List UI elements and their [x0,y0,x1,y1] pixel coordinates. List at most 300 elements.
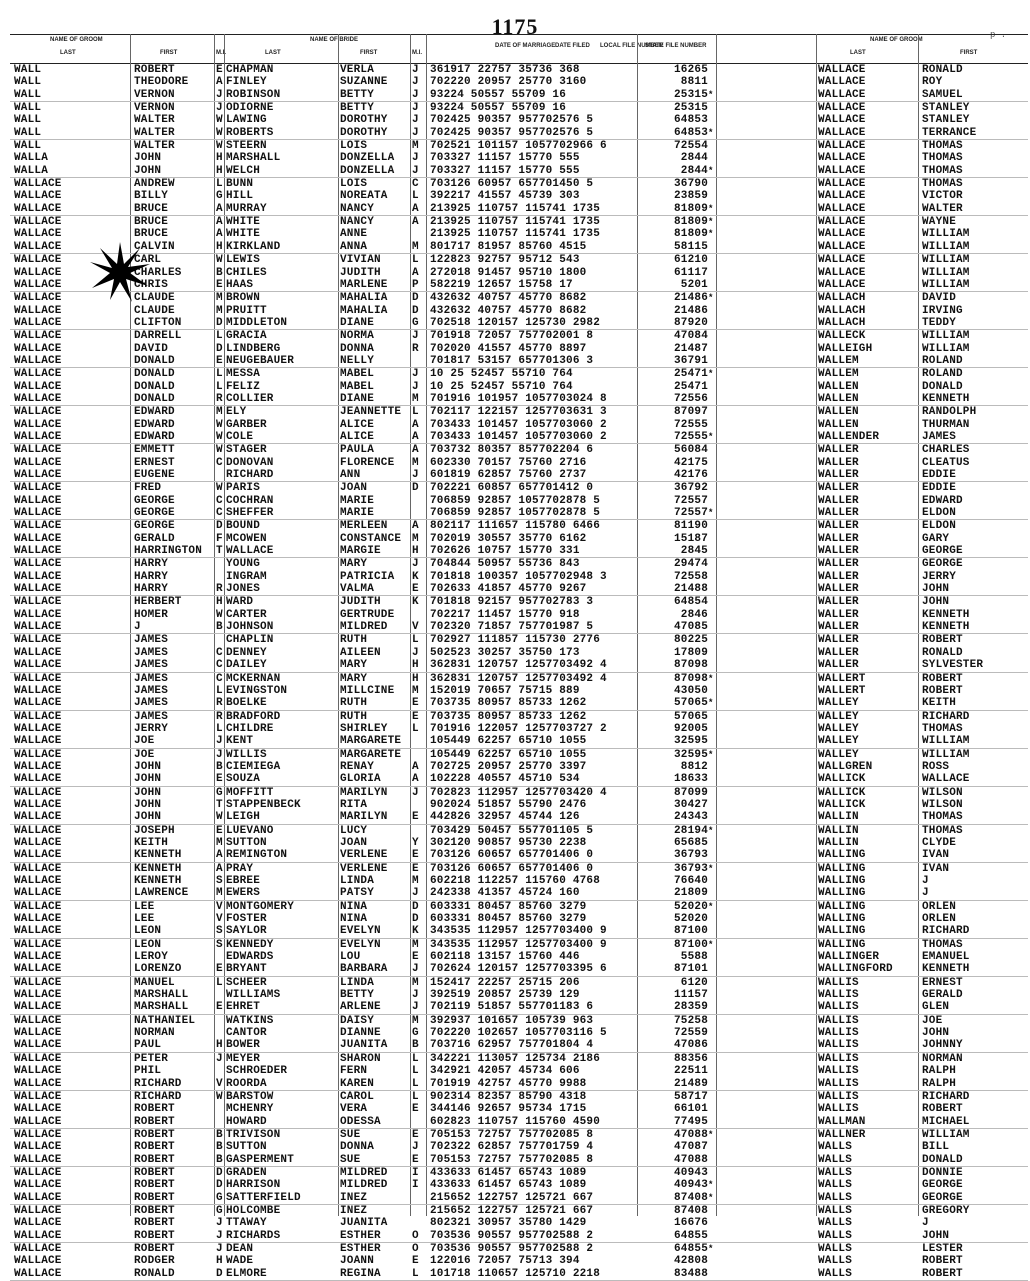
groom-first-name: DARRELL [134,330,182,343]
groom-last-name: WALLACE [14,216,62,229]
date-and-local-file-number: 702927 111857 115730 2776 [430,634,601,647]
table-row [10,901,1028,913]
groom-last-name: WALLACE [14,342,62,355]
right-groom-first-name: ORLEN [922,913,957,926]
groom-last-name: WALLACE [14,254,62,267]
bride-first-name: LINDA [340,875,375,887]
groom-last-name: WALLACE [14,938,62,951]
bride-first-name: MAHALIA [340,304,388,317]
right-groom-first-name: RANDOLPH [922,406,977,419]
groom-last-name: WALLACE [14,951,62,964]
groom-middle-initial: B [216,1141,223,1154]
right-groom-first-name: CHARLES [922,444,970,457]
groom-last-name: WALLACE [14,380,62,393]
groom-first-name: JOHN [134,760,162,773]
groom-last-name: WALLACE [14,1255,62,1268]
table-row [10,1078,1028,1091]
state-file-number: 32595 [673,748,708,761]
groom-first-name: GEORGE [134,494,175,507]
groom-last-name: WALLACE [14,989,62,1002]
cross-reference-mark: * [708,1180,714,1191]
table-row [10,659,1028,672]
groom-first-header: FIRST [160,50,178,56]
bride-first-name: DIANE [340,316,375,329]
cross-reference-mark: * [708,127,714,138]
table-row [10,951,1028,963]
bride-first-name: VERLENE [340,862,388,875]
groom-last-name: WALLACE [14,596,62,609]
date-and-local-file-number: 105449 62257 65710 1055 [430,748,587,761]
state-file-number: 61210 [673,254,708,267]
right-groom-last-name: WALLACE [818,178,866,191]
right-groom-first-name: THOMAS [922,824,963,837]
right-groom-first-name: SAMUEL [922,88,963,101]
cross-reference-mark: * [708,673,714,684]
bride-first-name: VERLA [340,64,375,76]
bride-middle-initial: E [412,710,419,723]
bride-first-name: CONSTANCE [340,532,402,545]
state-file-number: 32595 [673,735,708,748]
groom-last-name: WALL [14,64,42,76]
groom-first-name: MANUEL [134,976,175,989]
groom-middle-initial: W [216,140,223,153]
right-groom-first-name: WILSON [922,786,963,799]
bride-last-name: MCKERNAN [226,672,281,685]
groom-middle-initial: S [216,925,223,938]
right-groom-last-name: WALLER [818,583,859,596]
groom-first-name: HOMER [134,608,169,621]
state-file-number: 15187 [673,532,708,545]
groom-last-name: WALL [14,140,42,153]
date-and-local-file-number: 302120 90857 95730 2238 [430,836,587,849]
table-row [10,393,1028,406]
right-groom-first-name: WALTER [922,202,963,215]
bride-first-name: MARY [340,672,368,685]
groom-last-name: WALLACE [14,418,62,431]
groom-last-name: WALLACE [14,1128,62,1141]
groom-middle-initial: B [216,760,223,773]
bride-last-name: SATTERFIELD [226,1191,301,1204]
state-file-number: 21809 [673,887,708,900]
date-and-local-file-number: 215652 122757 125721 667 [430,1191,594,1204]
table-row [10,596,1028,608]
right-groom-first-name: GEORGE [922,558,963,571]
groom-last-name: WALLACE [14,836,62,849]
groom-first-name: HARRY [134,570,169,583]
groom-first-name: THEODORE [134,76,189,89]
bride-last-name: BROWN [226,292,261,305]
groom-middle-initial: M [216,406,223,419]
date-and-local-file-number: 392217 41557 45739 303 [430,190,580,203]
bride-first-name: DONNA [340,342,375,355]
right-groom-last-name: WALLER [818,596,859,609]
bride-middle-initial: A [412,216,419,229]
groom-first-name: EMMETT [134,444,175,457]
bride-last-name: WILLIAMS [226,989,281,1002]
state-file-number: 40943 [673,1179,708,1192]
groom-last-name: WALLACE [14,1191,62,1204]
bride-first-name: PATSY [340,887,375,900]
right-groom-first-name: ELDON [922,507,957,520]
bride-middle-initial: J [412,126,419,139]
right-groom-first-name: IRVING [922,304,963,317]
table-row [10,495,1028,507]
bride-first-name: LUCY [340,824,368,837]
state-file-number: 58115 [673,240,708,253]
groom-first-name: CHRIS [134,278,169,291]
bride-first-name: MABEL [340,368,375,381]
bride-last-name: SUTTON [226,836,267,849]
right-groom-first-name: EMANUEL [922,951,970,964]
right-groom-last-name: WALLERT [818,684,866,697]
bride-first-name: ANN [340,469,361,481]
table-row [10,419,1028,431]
state-file-number: 66101 [673,1103,708,1116]
date-and-local-file-number: 702626 10757 15770 331 [430,545,580,558]
cross-reference-mark: * [708,749,714,760]
bride-last-name: STEERN [226,140,267,153]
groom-last-name: WALLA [14,164,49,177]
date-and-local-file-number: 582219 12657 15758 17 [430,278,573,291]
groom-first-name: VERNON [134,88,175,101]
state-file-number: 64853 [673,114,708,127]
groom-middle-initial: H [216,240,223,253]
bride-last-name: LEIGH [226,811,261,824]
right-groom-first-name: SYLVESTER [922,659,984,672]
bride-last-name: WHITE [226,216,261,229]
groom-middle-initial: E [216,278,223,291]
right-groom-last-name: WALLIS [818,1052,859,1065]
right-groom-last-name: WALLERT [818,672,866,685]
table-row [10,634,1028,646]
right-groom-last-name: WALLING [818,862,866,875]
date-and-local-file-number: 603331 80457 85760 3279 [430,900,587,913]
right-groom-last-name: WALLIN [818,824,859,837]
table-row [10,203,1028,216]
groom-first-name: HARRY [134,558,169,571]
groom-first-name: DONALD [134,354,175,367]
groom-middle-initial: A [216,228,223,241]
bride-last-name: MARSHALL [226,152,281,165]
state-file-number: 17809 [673,646,708,659]
bride-first-name: NANCY [340,216,375,229]
state-file-number: 75258 [673,1014,708,1027]
bride-last-name: EWERS [226,887,261,900]
state-file-number: 72554 [673,140,708,153]
table-row [10,1103,1028,1115]
date-and-local-file-number: 10 25 52457 55710 764 [430,368,573,381]
date-and-local-file-number: 802321 30957 35780 1429 [430,1217,587,1230]
state-file-number: 87101 [673,963,708,976]
groom-middle-initial: L [216,178,223,191]
groom-last-name: WALLACE [14,659,62,672]
groom-first-name: WALTER [134,140,175,153]
bride-last-name: GASPERMENT [226,1153,295,1166]
groom-first-name: ROBERT [134,1204,175,1217]
groom-last-name: WALLACE [14,520,62,533]
date-and-local-file-number: 442826 32957 45744 126 [430,811,580,824]
groom-middle-initial: V [216,913,223,926]
date-and-local-file-number: 152019 70657 75715 889 [430,684,580,697]
right-groom-first-name: GERALD [922,989,963,1002]
right-groom-last-name: WALLEY [818,735,859,748]
table-row [10,431,1028,444]
bride-last-name: WALLACE [226,545,274,558]
state-file-number: 47084 [673,330,708,343]
bride-middle-initial: D [412,304,419,317]
state-file-number: 92005 [673,722,708,735]
bride-first-name: NANCY [340,202,375,215]
groom-last-name: WALLACE [14,710,62,723]
groom-first-name: MARSHALL [134,989,189,1002]
bride-middle-initial: J [412,152,419,165]
bride-last-name: SOUZA [226,773,261,786]
state-file-number-header: STATE FILE NUMBER [645,43,707,49]
right-groom-first-name: ORLEN [922,900,957,913]
right-groom-first-name: JOHN [922,1229,950,1242]
state-file-number: 81809 [673,202,708,215]
groom-last-name: WALLACE [14,558,62,571]
bride-last-name: RICHARDS [226,1229,281,1242]
table-row [10,444,1028,456]
right-groom-first-name: WILLIAM [922,1128,970,1141]
bride-last-name: HAAS [226,278,254,291]
bride-first-name: JUDITH [340,596,381,609]
page-number: 1175 [491,14,539,39]
bride-last-name: BRADFORD [226,710,281,723]
bride-first-name: FLORENCE [340,456,395,469]
state-file-number: 52020 [673,913,708,926]
state-file-number: 23859 [673,190,708,203]
bride-last-name: WATKINS [226,1014,274,1027]
right-groom-first-name: STANLEY [922,102,970,115]
groom-last-name: WALLACE [14,1267,62,1280]
right-groom-last-name: WALLER [818,507,859,520]
date-and-local-file-number: 703735 80957 85733 1262 [430,697,587,710]
groom-first-name: JAMES [134,684,169,697]
right-groom-last-name: WALLACE [818,216,866,229]
right-groom-first-name: RONALD [922,64,963,76]
date-and-local-file-number: 213925 110757 115741 1735 [430,228,601,241]
right-groom-last-name: WALLS [818,1166,853,1179]
groom-first-name: ROBERT [134,1166,175,1179]
right-groom-last-name: WALLING [818,900,866,913]
bride-first-name: DAISY [340,1014,375,1027]
right-groom-last-name: WALLEN [818,406,859,419]
date-and-local-file-number: 702624 120157 1257703395 6 [430,963,607,976]
groom-first-name: JOSEPH [134,824,175,837]
groom-last-name: WALLACE [14,1077,62,1090]
bride-last-name: ROBERTS [226,126,274,139]
groom-first-name: RICHARD [134,1090,182,1103]
groom-middle-initial: C [216,646,223,659]
right-groom-first-name: ELDON [922,520,957,533]
bride-middle-initial: L [412,1065,419,1078]
groom-first-name: EDWARD [134,406,175,419]
right-groom-last-name: WALLNER [818,1128,866,1141]
bride-last-name: ROBINSON [226,88,281,101]
date-and-local-file-number: 701919 42757 45770 9988 [430,1077,587,1090]
date-and-local-file-number: 902024 51857 55790 2476 [430,798,587,811]
groom-first-name: JAMES [134,710,169,723]
right-groom-first-name: NORMAN [922,1052,963,1065]
table-row [10,330,1028,342]
date-and-local-file-number: 362831 120757 1257703492 4 [430,672,607,685]
groom-first-name: J [134,621,141,634]
date-and-local-file-number: 343535 112957 1257703400 9 [430,925,607,938]
right-groom-last-name: WALLACE [818,240,866,253]
bride-last-name: WILLIS [226,748,267,761]
state-file-number: 36792 [673,482,708,495]
table-row [10,963,1028,976]
date-and-local-file-number: 702633 41857 45770 9267 [430,583,587,596]
groom-first-name: CLAUDE [134,304,175,317]
bride-middle-initial: I [412,1166,419,1179]
groom-first-name: CARL [134,254,162,267]
right-groom-first-name: RICHARD [922,1090,970,1103]
bride-middle-initial: J [412,88,419,101]
bride-first-name: MARILYN [340,786,388,799]
table-row [10,102,1028,114]
groom-middle-initial: C [216,672,223,685]
date-and-local-file-number: 701916 122057 1257703727 2 [430,722,607,735]
table-row [10,533,1028,545]
bride-last-name: BOUND [226,520,261,533]
groom-mi-header: M.I. [216,50,226,56]
groom-first-name: DAVID [134,342,169,355]
groom-first-name: WALTER [134,114,175,127]
right-groom-first-name: WALLACE [922,773,970,786]
bride-middle-initial: J [412,558,419,571]
bride-middle-initial: D [412,292,419,305]
right-groom-last-name: WALLACE [818,102,866,115]
groom-last-name: WALLACE [14,1242,62,1255]
groom-last-name: WALLACE [14,406,62,419]
groom-first-name: RICHARD [134,1077,182,1090]
bride-last-name: RICHARD [226,469,274,481]
date-and-local-file-number: 701818 92157 957702783 3 [430,596,594,609]
state-file-number: 87099 [673,786,708,799]
bride-first-name: ALICE [340,418,375,431]
groom-last-name: WALLACE [14,1141,62,1154]
cross-reference-mark: * [708,229,714,240]
date-and-local-file-number: 703126 60657 657701406 0 [430,849,594,862]
right-groom-last-name: WALLER [818,558,859,571]
date-and-local-file-number: 703536 90557 957702588 2 [430,1242,594,1255]
right-groom-first-name: THOMAS [922,178,963,191]
bride-first-name: REGINA [340,1267,381,1280]
right-groom-first-name: JOE [922,1014,943,1027]
table-row [10,1154,1028,1167]
right-groom-first-name: ERNEST [922,976,963,989]
bride-first-name: NINA [340,900,368,913]
state-file-number: 28359 [673,1001,708,1014]
cross-reference-mark: * [708,217,714,228]
right-groom-first-name: CLEATUS [922,456,970,469]
table-row [10,1230,1028,1243]
right-groom-last-name: WALLEN [818,380,859,393]
groom-last-name: WALLACE [14,570,62,583]
bride-last-name: DEAN [226,1242,254,1255]
right-groom-first-name: WILLIAM [922,278,970,291]
right-groom-last-name: WALLACE [818,266,866,279]
table-row [10,64,1028,76]
bride-middle-initial: M [412,976,419,989]
groom-first-name: GEORGE [134,507,175,520]
date-and-local-file-number: 702217 11457 15770 918 [430,608,580,621]
state-file-number: 18633 [673,773,708,786]
right-groom-last-name: WALLACH [818,304,866,317]
groom-last-name: WALLACE [14,430,62,443]
state-file-number: 80225 [673,634,708,647]
right-groom-first-name: CLYDE [922,836,957,849]
table-row [10,647,1028,659]
bride-last-name: MESSA [226,368,261,381]
groom-first-name: ROBERT [134,1128,175,1141]
bride-first-name: ANNA [340,240,368,253]
table-row [10,469,1028,482]
state-file-number: 42175 [673,456,708,469]
right-groom-last-name: WALLEY [818,710,859,723]
groom-first-name: GERALD [134,532,175,545]
table-row [10,1205,1028,1217]
bride-last-name: WARD [226,596,254,609]
groom-first-name: PETER [134,1052,169,1065]
right-groom-last-name: WALLACE [818,164,866,177]
groom-first-name: LEON [134,938,162,951]
groom-first-name: KENNETH [134,875,182,887]
date-and-local-file-number: 801717 81957 85760 4515 [430,240,587,253]
right-groom-last-name: WALLS [818,1267,853,1280]
table-row [10,152,1028,164]
date-and-local-file-number: 602218 112257 115760 4768 [430,875,601,887]
right-groom-last-name: WALLING [818,875,866,887]
groom-middle-initial: B [216,621,223,634]
bride-first-name: RUTH [340,634,368,647]
state-file-number: 64855 [673,1242,708,1255]
state-file-number: 25315 [673,88,708,101]
groom-first-name: KENNETH [134,862,182,875]
right-groom-first-name: JOHNNY [922,1039,963,1052]
bride-last-header: LAST [265,50,281,56]
right-groom-last-name: WALLACE [818,228,866,241]
date-and-local-file-number: 343535 112957 1257703400 9 [430,938,607,951]
groom-last-name: WALLACE [14,507,62,520]
table-row [10,1053,1028,1065]
bride-last-name: CIEMIEGA [226,760,281,773]
table-row [10,749,1028,761]
date-and-local-file-number: 702425 90357 957702576 5 [430,126,594,139]
table-row [10,1243,1028,1255]
groom-middle-initial: A [216,76,223,89]
right-groom-first-name: THOMAS [922,722,963,735]
right-groom-last-name: WALLIS [818,1039,859,1052]
date-and-local-file-number: 702518 120157 125730 2982 [430,316,601,329]
table-row [10,1167,1028,1179]
cross-reference-mark: * [708,89,714,100]
table-row [10,482,1028,494]
table-row [10,825,1028,837]
bride-last-name: MEYER [226,1052,261,1065]
groom-last-name: WALLACE [14,672,62,685]
groom-first-name: JOHN [134,152,162,165]
bride-first-name: VERA [340,1103,368,1116]
right-groom-first-name: GEORGE [922,1191,963,1204]
groom-middle-initial: C [216,659,223,672]
bride-last-name: KIRKLAND [226,240,281,253]
table-row [10,355,1028,368]
groom-first-name: DONALD [134,368,175,381]
